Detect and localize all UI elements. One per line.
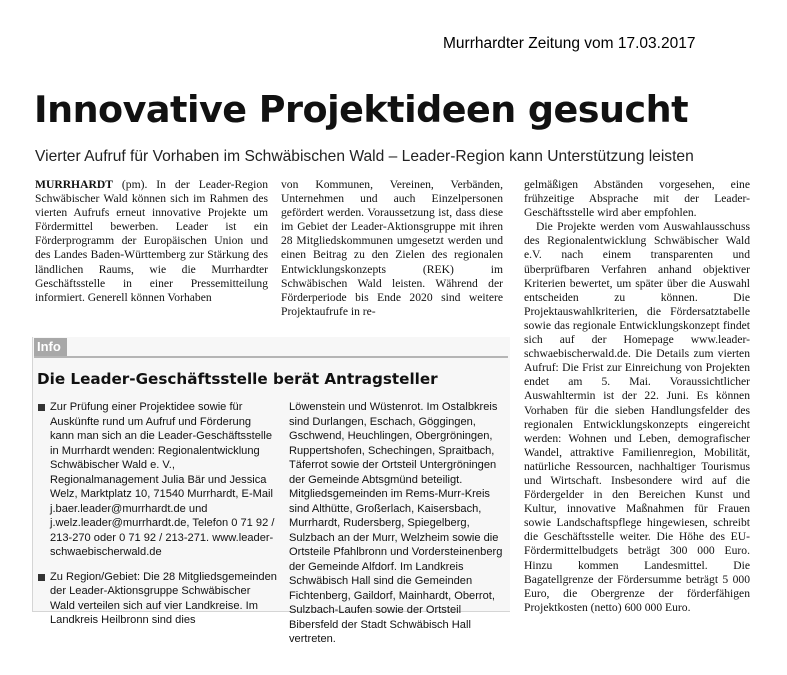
info-column-1 [36,400,278,628]
article-paragraph: gelmäßigen Abständen vorgesehen, eine frühzeitige Absprache mit der Leader-Geschäftsstelle wird aber empfohlen. [524,178,750,220]
subheadline: Vierter Aufruf für Vorhaben im Schwäbischen Wald – Leader-Region kann Unterstützung leisten [35,148,694,165]
dateline: MURRHARDT [35,178,113,191]
info-tag: Info [34,338,67,356]
article-text: von Kommunen, Vereinen, Verbänden, Unternehmen und auch Einzelpersonen gefördert werden. Voraussetzung ist, dass diese im Gebiet der Leader-Aktionsgruppe mit ihren 28 Mitgliedskommunen umgesetzt werden und einen Beitrag zu den Zielen des regionalen Entwicklungskonzepts (REK) im Schwäbischen Wald leisten. Während der Förderperiode bis Ende 2020 sind weitere Projektaufrufe in re- [281,178,503,318]
info-text: Zu Region/Gebiet: Die 28 Mitgliedsgemeinden der Leader-Aktionsgruppe Schwäbischer Wald verteilen sich auf vier Landkreise. Im Landkreis Heilbronn sind dies [50,570,277,626]
article-paragraph: Die Projekte werden vom Auswahlausschuss des Regionalentwicklung Schwäbischer Wald e.V. nach einem transparenten und überprüfbaren Verfahren anhand objektiver Kriterien bewertet, um später über die Auswahl entscheiden zu können. Die Projektauswahlkriterien, die Fördersatztabelle sowie das regionale Entwicklungskonzept findet sich auf der Homepage www.leader-schwaebischerwald.de. Die Details zum vierten Aufruf: Die Frist zur Einreichung von Projekten endet am 5. Mai. Voraussichtlicher Auswahltermin ist der 22. Juni. Es können Vorhaben für die sieben Handlungsfelder des regionalen Entwicklungskonzepts eingereicht werden: Wohnen und Leben, demografischer Wandel, attraktive Familienregion, Mobilität, natürliche Ressourcen, nachhaltiger Tourismus und Wirtschaft. Insbesondere wird auf die Fördergelder in den Bereichen Kunst und Kultur, innovative Maßnahmen für Frauen sowie Landschaftspflege hingewiesen, schreibt die Geschäftsstelle weiter. Die Höhe des EU-Fördermittelbudgets beträgt 300 000 Euro. Hinzu kommen Landesmittel. Die Bagatellgrenze der Fördersumme beträgt 5 000 Euro, die Obergrenze der förderfähigen Projektkosten (netto) 600 000 Euro. [524,220,750,614]
bullet-square-icon [38,574,45,581]
article-column-3 [524,178,750,615]
info-column-2 [289,400,507,647]
info-box-title: Die Leader-Geschäftsstelle berät Antragsteller [37,370,438,388]
info-block-contact [36,400,278,560]
headline: Innovative Projektideen gesucht [34,88,689,131]
info-block-region [36,570,278,628]
info-box-divider [34,356,508,358]
source-line: Murrhardter Zeitung vom 17.03.2017 [443,35,696,52]
article-text: (pm). In der Leader-Region Schwäbischer Wald können sich im Rahmen des vierten Aufrufs erneut innovative Projekte um Fördermittel bewerben. Leader ist ein Förderprogramm der Europäischen Union und des Landes Baden-Württemberg zur Stärkung des ländlichen Raums, wie die Murrhardter Geschäftsstelle in einer Pressemitteilung informiert. Generell können Vorhaben [35,178,268,304]
bullet-square-icon [38,404,45,411]
info-text: Zur Prüfung einer Projektidee sowie für Auskünfte rund um Aufruf und Förderung kann man sich an die Leader-Geschäftsstelle in Murrhardt wenden: Regionalentwicklung Schwäbischer Wald e. V., Regionalmanagement Julia Bär und Jessica Welz, Marktplatz 10, 71540 Murrhardt, E-Mail j.baer.leader@murrhardt.de und j.welz.leader@murrhardt.de, Telefon 0 71 92 / 213-270 oder 0 71 92 / 213-271. www.leader-schwaebischerwald.de [50,401,275,558]
article-column-1 [35,178,268,305]
info-text: Löwenstein und Wüstenrot. Im Ostalbkreis sind Durlangen, Eschach, Göggingen, Gschwend, Heuchlingen, Obergröningen, Ruppertshofen, Schechingen, Spraitbach, Täferrot sowie der Ortsteil Untergröningen der Gemeinde Abtsgmünd beteiligt. Mitgliedsgemeinden im Rems-Murr-Kreis sind Althütte, Großerlach, Kaisersbach, Murrhardt, Rudersberg, Spiegelberg, Sulzbach an der Murr, Welzheim sowie die Ortsteile Pfahlbronn und Vordersteinenberg der Gemeinde Alfdorf. Im Landkreis Schwäbisch Hall sind die Gemeinden Fichtenberg, Gaildorf, Mainhardt, Oberrot, Sulzbach-Laufen sowie der Ortsteil Bibersfeld der Stadt Schwäbisch Hall vertreten. [289,401,503,645]
article-column-2 [281,178,503,319]
